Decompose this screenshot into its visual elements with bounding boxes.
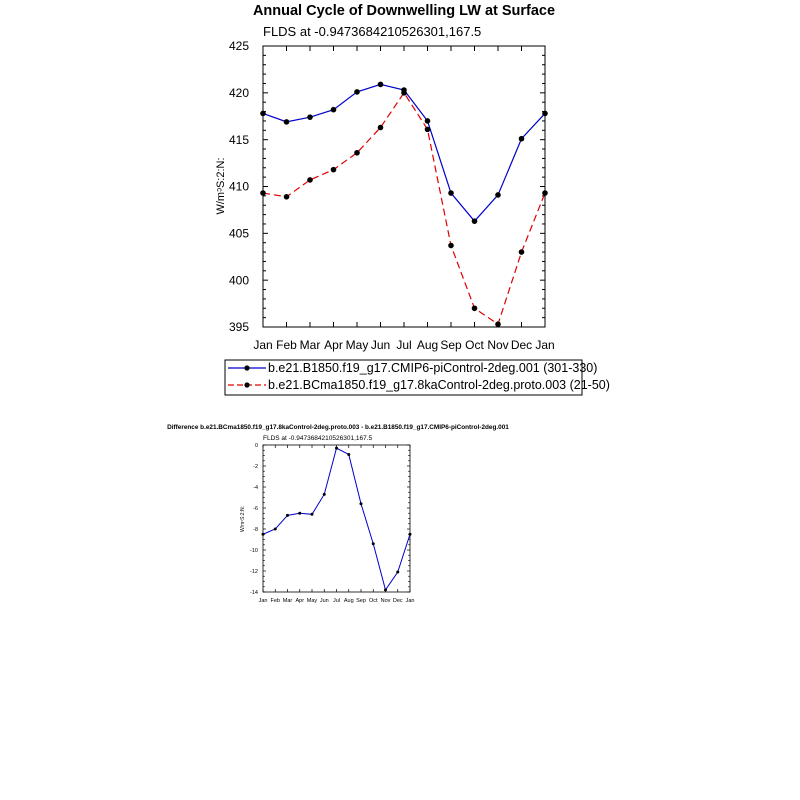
x-tick-label: Feb (276, 338, 297, 352)
y-tick-label: -6 (253, 505, 258, 512)
y-tick-label: 425 (228, 39, 249, 54)
difference-chart (167, 424, 509, 604)
series-2-point (472, 305, 478, 311)
series-1-point (354, 89, 360, 95)
y-tick-label: 400 (228, 273, 249, 288)
x-tick-label: Jun (319, 598, 329, 604)
y-tick-label: -4 (253, 484, 258, 491)
series-2-point (307, 177, 313, 183)
series-1-point (323, 493, 326, 496)
series-1-point (396, 571, 399, 574)
annual-cycle-chart (215, 3, 610, 395)
series-2-point (284, 194, 290, 200)
x-tick-label: Nov (487, 338, 509, 352)
series-1-point (307, 114, 313, 120)
difference-chart-subtitle: FLDS at -0.9473684210526301,167.5 (263, 435, 373, 442)
series-1-point (378, 82, 384, 88)
y-tick-label: -14 (250, 589, 258, 596)
series-2-point (542, 190, 548, 196)
x-tick-label: Aug (416, 338, 439, 352)
series-1-point (262, 533, 265, 536)
series-2-point (378, 125, 384, 131)
x-tick-label: May (306, 598, 318, 604)
x-tick-label: May (345, 338, 369, 352)
series-1-point (372, 542, 375, 545)
series-line-1 (263, 448, 410, 590)
difference-chart-title: Difference b.e21.BCma1850.f19_g17.8kaControl-2deg.proto.003 - b.e21.B1850.f19_g17.CMIP6-piControl-2deg.001 (167, 424, 509, 431)
x-tick-label: Oct (368, 598, 378, 604)
x-tick-label: Dec (510, 338, 533, 352)
x-tick-label: Apr (295, 598, 305, 604)
x-tick-label: Sep (356, 598, 366, 604)
series-1-point (472, 218, 478, 224)
y-tick-label: 415 (228, 132, 249, 147)
series-1-point (298, 512, 301, 515)
series-1-point (335, 447, 338, 450)
chart-title: Annual Cycle of Downwelling LW at Surface (252, 3, 556, 19)
x-tick-label: Jul (396, 338, 412, 352)
x-tick-label: Jan (258, 598, 268, 604)
series-1-point (519, 136, 525, 142)
series-2-point (401, 90, 407, 96)
x-tick-label: Jan (405, 598, 415, 604)
series-1-point (495, 192, 501, 198)
x-tick-label: Apr (324, 338, 343, 352)
legend-marker-series-1 (244, 365, 249, 370)
x-tick-label: Mar (299, 338, 321, 352)
series-1-point (448, 190, 454, 196)
series-1-point (384, 588, 387, 591)
x-tick-label: Feb (270, 598, 280, 604)
series-1-point (311, 513, 314, 516)
series-1-point (331, 107, 337, 113)
chart-subtitle: FLDS at -0.9473684210526301,167.5 (263, 24, 482, 39)
x-tick-label: Aug (343, 598, 354, 604)
series-2-point (495, 321, 501, 327)
x-tick-label: Mar (282, 598, 293, 604)
legend (225, 360, 610, 395)
y-tick-label: 0 (254, 442, 258, 449)
y-tick-label: -12 (250, 568, 258, 575)
series-1-point (347, 453, 350, 456)
x-tick-label: Oct (465, 338, 484, 352)
series-2-point (331, 167, 337, 173)
y-tick-label: 395 (228, 320, 249, 335)
y-tick-label: 420 (228, 86, 249, 101)
series-1-point (286, 514, 289, 517)
x-tick-label: Jun (370, 338, 391, 352)
y-tick-label: -10 (250, 547, 258, 554)
series-1-point (360, 502, 363, 505)
series-line-2 (263, 93, 545, 324)
series-1-point (274, 528, 277, 531)
legend-label-series-1: b.e21.B1850.f19_g17.CMIP6-piControl-2deg.001 (301-330) (268, 361, 598, 375)
x-tick-label: Jul (332, 598, 341, 604)
series-1-point (542, 111, 548, 117)
x-tick-label: Jan (253, 338, 273, 352)
x-tick-label: Jan (535, 338, 555, 352)
y-tick-label: 410 (228, 179, 249, 194)
series-2-point (519, 249, 525, 255)
y-tick-label: -2 (253, 463, 258, 470)
series-1-point (425, 118, 431, 124)
series-2-point (448, 243, 454, 249)
y-tick-label: 405 (228, 226, 249, 241)
series-1-point (260, 111, 266, 117)
legend-marker-series-2 (244, 382, 249, 387)
series-1-point (284, 119, 290, 125)
series-2-point (425, 127, 431, 133)
x-tick-label: Nov (380, 598, 391, 604)
series-2-point (354, 150, 360, 156)
y-axis-label: W/mᵓS:2:N: (215, 157, 227, 215)
x-tick-label: Sep (440, 338, 462, 352)
series-2-point (260, 190, 266, 196)
legend-label-series-2: b.e21.BCma1850.f19_g17.8kaControl-2deg.proto.003 (21-50) (268, 378, 610, 392)
series-line-1 (263, 84, 545, 221)
series-1-point (409, 533, 412, 536)
y-tick-label: -8 (253, 526, 258, 533)
x-tick-label: Dec (392, 598, 403, 604)
difference-y-axis-label: W/mᵓS:2:N: (240, 506, 246, 532)
